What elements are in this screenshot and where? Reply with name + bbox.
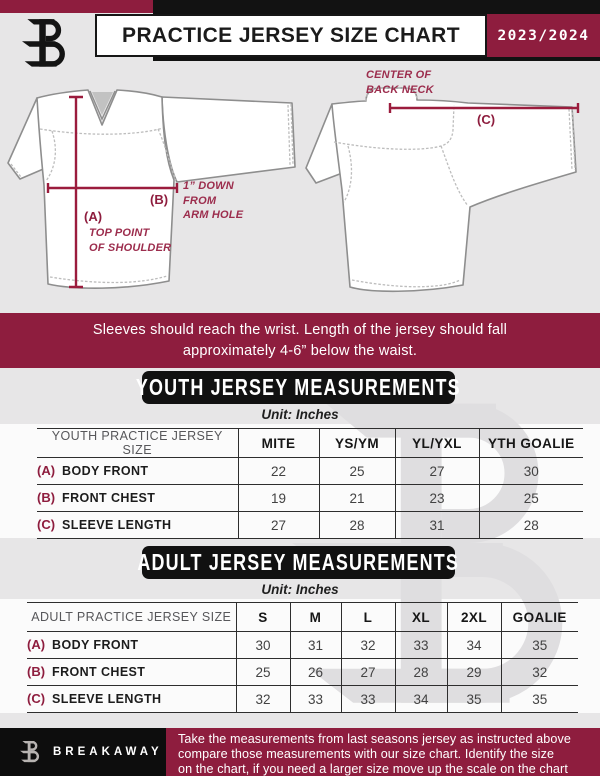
cell-value: 35 [501,632,578,659]
label-a: (A) [84,209,103,224]
cell-value: 27 [395,458,479,485]
footer-instructions [166,728,600,776]
cell-value: 32 [341,632,395,659]
youth-section-header [136,371,461,404]
note-center-of-back-neck: CENTER OF BACK NECK [366,69,434,96]
cell-value: 31 [290,632,341,659]
page-title: PRACTICE JERSEY SIZE CHART [122,23,460,47]
row-label: FRONT CHEST [62,491,156,505]
adult-col-s: S [236,603,290,632]
adult-col-2xl: 2XL [447,603,501,632]
cell-value: 28 [319,512,395,539]
youth-col-mite: MITE [238,429,319,458]
cell-value: 22 [238,458,319,485]
cell-value: 25 [319,458,395,485]
cell-value: 33 [290,686,341,713]
cell-value: 32 [501,659,578,686]
row-label: SLEEVE LENGTH [52,692,162,706]
youth-col-ylyxl: YL/YXL [395,429,479,458]
table-row [27,686,578,713]
banner-line-1: Sleeves should reach the wrist. Length of the jersey should fall [92,321,508,338]
cell-value: 35 [447,686,501,713]
adult-col-xl: XL [395,603,447,632]
youth-unit-label: Unit: Inches [261,407,339,422]
cell-value: 34 [395,686,447,713]
adult-col-m: M [290,603,341,632]
cell-value: 26 [290,659,341,686]
adult-header-row [27,603,578,632]
adult-col-l: L [341,603,395,632]
adult-section-title: ADULT JERSEY MEASUREMENTS [137,549,460,575]
cell-value: 25 [479,485,583,512]
footer-brand-block [0,728,166,776]
table-row [37,485,583,512]
cell-value: 23 [395,485,479,512]
adult-size-column-header: ADULT PRACTICE JERSEY SIZE [27,603,236,632]
table-row [27,659,578,686]
youth-size-table [37,428,583,539]
youth-col-goalie: YTH GOALIE [479,429,583,458]
cell-value: 32 [236,686,290,713]
season-label: 2023/2024 [497,27,590,44]
cell-value: 27 [238,512,319,539]
footer-note-line: compare those measurements with our size chart. Identify the size [178,746,555,761]
breakaway-logo-small-icon [20,739,44,765]
table-row [37,512,583,539]
cell-value: 28 [479,512,583,539]
adult-col-goalie: GOALIE [501,603,578,632]
note-down-from-armhole: 1” DOWN FROM ARM HOLE [183,180,244,221]
label-c: (C) [477,112,496,127]
brand-name: BREAKAWAY [53,746,163,758]
adult-unit-label: Unit: Inches [261,582,339,597]
youth-header-row [37,429,583,458]
row-label: FRONT CHEST [52,665,146,679]
footer-note-line: on the chart, if you need a larger size move up the scale on the chart [178,761,568,776]
row-key: (A) [37,463,56,478]
cell-value: 25 [236,659,290,686]
adult-section-header [137,546,460,579]
label-b: (B) [150,192,169,207]
cell-value: 30 [236,632,290,659]
footer [0,728,600,776]
table-row [37,458,583,485]
row-key: (B) [37,490,56,505]
row-key: (C) [27,691,46,706]
youth-size-column-header: YOUTH PRACTICE JERSEY SIZE [37,429,238,458]
cell-value: 34 [447,632,501,659]
cell-value: 31 [395,512,479,539]
adult-size-table [27,602,578,713]
row-label: BODY FRONT [62,464,149,478]
youth-col-ysym: YS/YM [319,429,395,458]
cell-value: 33 [395,632,447,659]
cell-value: 19 [238,485,319,512]
row-key: (B) [27,664,46,679]
cell-value: 33 [341,686,395,713]
cell-value: 29 [447,659,501,686]
table-row [27,632,578,659]
measurement-lines [0,0,600,330]
cell-value: 27 [341,659,395,686]
footer-note-line: Take the measurements from last seasons jersey as instructed above [178,732,571,746]
row-key: (A) [27,637,46,652]
note-top-point-of-shoulder: TOP POINT OF SHOULDER [89,227,172,254]
row-key: (C) [37,517,56,532]
cell-value: 21 [319,485,395,512]
row-label: SLEEVE LENGTH [62,518,172,532]
youth-section-title: YOUTH JERSEY MEASUREMENTS [136,374,461,400]
cell-value: 28 [395,659,447,686]
cell-value: 35 [501,686,578,713]
row-label: BODY FRONT [52,638,139,652]
cell-value: 30 [479,458,583,485]
banner-line-2: approximately 4-6” below the waist. [182,342,418,359]
